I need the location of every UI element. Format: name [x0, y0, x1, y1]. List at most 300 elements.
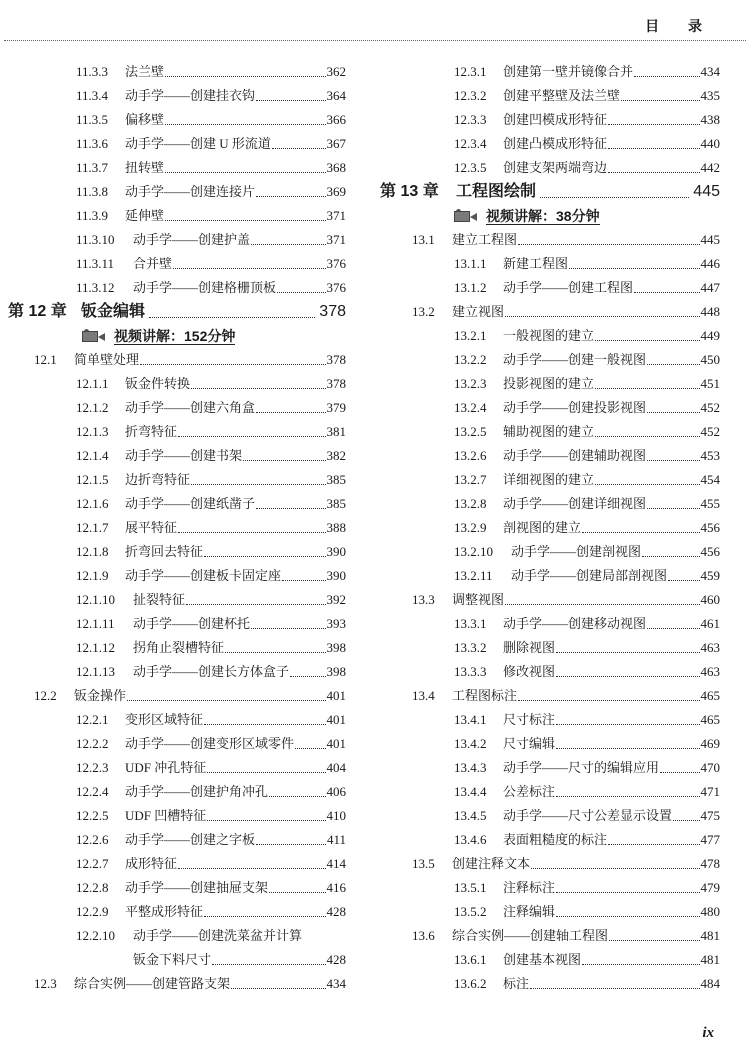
chapter-heading[interactable]: [0, 300, 346, 324]
leader-dots: [204, 713, 325, 727]
entry-number: 12.3.3: [454, 112, 487, 127]
entry-number: 12.3.1: [454, 64, 487, 79]
leader-dots: [140, 353, 325, 367]
leader-dots: [556, 905, 699, 919]
toc-entry-subsection[interactable]: [378, 828, 720, 852]
toc-entry-section[interactable]: [378, 684, 720, 708]
entry-page: 481: [700, 952, 720, 967]
toc-entry-subsection[interactable]: [0, 60, 346, 84]
toc-entry-section[interactable]: [0, 684, 346, 708]
video-lecture-link[interactable]: [0, 324, 346, 348]
entry-number: 12.1.5: [76, 472, 109, 487]
leader-dots: [243, 449, 325, 463]
entry-title: 动手学——创建投影视图: [503, 400, 647, 415]
entry-page: 393: [326, 616, 346, 631]
entry-title: 创建基本视图: [503, 952, 582, 967]
entry-page: 446: [700, 256, 720, 271]
entry-number: 12.3.5: [454, 160, 487, 175]
entry-number: 12.1.10: [76, 592, 115, 607]
entry-page: 453: [700, 448, 720, 463]
toc-entry-subsection[interactable]: [0, 564, 346, 588]
entry-number: 12.2.10: [76, 928, 115, 943]
leader-dots: [269, 881, 325, 895]
toc-entry-subsection[interactable]: [0, 420, 346, 444]
toc-entry-section[interactable]: [378, 228, 720, 252]
chapter-page: 445: [693, 183, 720, 200]
entry-page: 479: [700, 880, 720, 895]
toc-entry-subsection[interactable]: [0, 636, 346, 660]
toc-entry-subsection[interactable]: [0, 108, 346, 132]
entry-number: 13.5: [412, 856, 435, 871]
toc-entry-subsection[interactable]: [0, 516, 346, 540]
leader-dots: [505, 305, 699, 319]
entry-number: 12.1.12: [76, 640, 115, 655]
entry-title: 删除视图: [503, 640, 556, 655]
toc-entry-subsection[interactable]: [378, 804, 720, 828]
entry-number: 13.4.3: [454, 760, 487, 775]
entry-title: 变形区域特征: [125, 712, 204, 727]
leader-dots: [569, 257, 699, 271]
toc-entry-subsection[interactable]: [0, 84, 346, 108]
toc-entry-subsection[interactable]: [0, 732, 346, 756]
leader-dots: [204, 905, 325, 919]
entry-page: 445: [700, 232, 720, 247]
leader-dots: [647, 353, 699, 367]
entry-number: 11.3.4: [76, 88, 109, 103]
toc-entry-subsection[interactable]: [378, 612, 720, 636]
entry-title: 动手学——创建之字板: [125, 832, 256, 847]
toc-entry-subsection[interactable]: [0, 276, 346, 300]
entry-number: 12.2.3: [76, 760, 109, 775]
camera-lens: [470, 213, 477, 221]
leader-dots: [256, 89, 325, 103]
toc-entry-subsection[interactable]: [378, 276, 720, 300]
toc-entry-subsection[interactable]: [0, 828, 346, 852]
leader-dots: [173, 257, 325, 271]
entry-title: 调整视图: [452, 592, 505, 607]
entry-page: 398: [326, 664, 346, 679]
entry-title: 简单壁处理: [74, 352, 140, 367]
chapter-page: 378: [319, 303, 346, 320]
toc-entry-subsection[interactable]: [378, 780, 720, 804]
leader-dots: [225, 641, 325, 655]
leader-dots: [556, 665, 699, 679]
toc-entry-subsection[interactable]: [0, 876, 346, 900]
entry-number: 12.2.2: [76, 736, 109, 751]
toc-entry-subsection[interactable]: [378, 900, 720, 924]
page-number: ix: [702, 1025, 714, 1041]
entry-title: 法兰壁: [125, 64, 165, 79]
leader-dots: [634, 281, 699, 295]
toc-entry-subsection[interactable]: [0, 804, 346, 828]
entry-number: 12.1.7: [76, 520, 109, 535]
entry-title: 偏移壁: [125, 112, 165, 127]
toc-entry-subsection[interactable]: [378, 948, 720, 972]
entry-page: 378: [326, 376, 346, 391]
entry-title: 创建支架两端弯边: [503, 160, 608, 175]
leader-dots: [191, 473, 325, 487]
leader-dots: [582, 521, 699, 535]
leader-dots: [582, 953, 699, 967]
leader-dots: [295, 737, 325, 751]
toc-entry-subsection[interactable]: [378, 396, 720, 420]
leader-dots: [282, 569, 325, 583]
entry-page: 369: [326, 184, 346, 199]
leader-dots: [272, 137, 326, 151]
toc-entry-subsection[interactable]: [0, 900, 346, 924]
toc-entry-subsection[interactable]: [378, 708, 720, 732]
entry-page: 438: [700, 112, 720, 127]
entry-title: 新建工程图: [503, 256, 569, 271]
entry-page: 463: [700, 640, 720, 655]
leader-dots: [178, 857, 325, 871]
entry-page: 388: [326, 520, 346, 535]
entry-title: 动手学——创建抽屉支架: [125, 880, 269, 895]
toc-entry-subsection[interactable]: [378, 660, 720, 684]
entry-title: 动手学——创建洗菜盆并计算: [133, 928, 303, 943]
entry-number: 12.1.9: [76, 568, 109, 583]
toc-entry-subsection[interactable]: [0, 660, 346, 684]
entry-title: 剖视图的建立: [503, 520, 582, 535]
leader-dots: [540, 185, 689, 199]
entry-number: 11.3.10: [76, 232, 115, 247]
entry-page: 484: [700, 976, 720, 991]
toc-entry-section[interactable]: [378, 300, 720, 324]
entry-title: 动手学——创建工程图: [503, 280, 634, 295]
chapter-heading[interactable]: [378, 180, 720, 204]
toc-entry-continuation[interactable]: [0, 948, 346, 972]
toc-entry-subsection[interactable]: [378, 468, 720, 492]
entry-page: 470: [700, 760, 720, 775]
entry-number: 11.3.12: [76, 280, 115, 295]
video-duration-text: 视频讲解：38分钟: [486, 207, 600, 224]
entry-title: 创建凹模成形特征: [503, 112, 608, 127]
entry-number: 13.6.2: [454, 976, 487, 991]
entry-number: 12.1.6: [76, 496, 109, 511]
toc-entry-subsection[interactable]: [378, 444, 720, 468]
entry-number: 13.4.1: [454, 712, 487, 727]
entry-number: 12.3.2: [454, 88, 487, 103]
toc-entry-subsection[interactable]: [0, 444, 346, 468]
leader-dots: [165, 113, 325, 127]
leader-dots: [204, 545, 325, 559]
toc-entry-subsection[interactable]: [0, 540, 346, 564]
entry-page: 428: [326, 904, 346, 919]
toc-entry-subsection[interactable]: [378, 756, 720, 780]
toc-entry-subsection[interactable]: [378, 372, 720, 396]
entry-page: 440: [700, 136, 720, 151]
entry-title: 成形特征: [125, 856, 178, 871]
toc-entry-subsection[interactable]: [0, 780, 346, 804]
leader-dots: [191, 377, 325, 391]
entry-number: 13.4.4: [454, 784, 487, 799]
toc-entry-subsection[interactable]: [0, 468, 346, 492]
entry-page: 478: [700, 856, 720, 871]
entry-page: 454: [700, 472, 720, 487]
toc-entry-section[interactable]: [0, 972, 346, 996]
entry-number: 13.6: [412, 928, 435, 943]
entry-number: 13.6.1: [454, 952, 487, 967]
entry-number: 13.2.9: [454, 520, 487, 535]
leader-dots: [609, 929, 699, 943]
entry-title: UDF 凹槽特征: [125, 808, 207, 823]
entry-number: 11.3.8: [76, 184, 109, 199]
leader-dots: [647, 497, 699, 511]
entry-title: 动手学——尺寸公差显示设置: [503, 808, 673, 823]
entry-number: 11.3.5: [76, 112, 109, 127]
entry-page: 469: [700, 736, 720, 751]
entry-title: 综合实例——创建管路支架: [74, 976, 231, 991]
leader-dots: [556, 785, 699, 799]
entry-number: 12.2.9: [76, 904, 109, 919]
entry-page: 368: [326, 160, 346, 175]
entry-number: 12.1.1: [76, 376, 109, 391]
toc-entry-subsection[interactable]: [0, 588, 346, 612]
entry-page: 465: [700, 688, 720, 703]
toc-entry-subsection[interactable]: [378, 156, 720, 180]
entry-page: 451: [700, 376, 720, 391]
entry-number: 11.3.9: [76, 208, 109, 223]
entry-page: 390: [326, 568, 346, 583]
video-camera-icon: [82, 329, 108, 343]
entry-title: 详细视图的建立: [503, 472, 595, 487]
toc-entry-subsection[interactable]: [0, 132, 346, 156]
toc-entry-section[interactable]: [0, 348, 346, 372]
entry-number: 12.1.3: [76, 424, 109, 439]
entry-number: 12.2.5: [76, 808, 109, 823]
camera-lens: [98, 333, 105, 341]
entry-title: 注释编辑: [503, 904, 556, 919]
entry-number: 13.2.1: [454, 328, 487, 343]
toc-entry-subsection[interactable]: [0, 612, 346, 636]
leader-dots: [207, 761, 325, 775]
page-header-title: 目 录: [645, 19, 714, 35]
entry-title: 尺寸编辑: [503, 736, 556, 751]
leader-dots: [556, 737, 699, 751]
chapter-number: 第 12 章: [8, 303, 67, 320]
leader-dots: [556, 713, 699, 727]
toc-entry-subsection[interactable]: [378, 876, 720, 900]
entry-title: 扭转壁: [125, 160, 165, 175]
entry-page: 463: [700, 664, 720, 679]
leader-dots: [178, 425, 325, 439]
entry-title: 动手学——创建杯托: [133, 616, 251, 631]
entry-number: 12.2.8: [76, 880, 109, 895]
entry-page: 471: [700, 784, 720, 799]
entry-page: 442: [700, 160, 720, 175]
toc-entry-subsection[interactable]: [0, 228, 346, 252]
leader-dots: [207, 809, 325, 823]
leader-dots: [186, 593, 325, 607]
toc-entry-subsection[interactable]: [378, 420, 720, 444]
entry-title: 动手学——创建书架: [125, 448, 243, 463]
entry-page: 416: [326, 880, 346, 895]
entry-number: 12.2: [34, 688, 57, 703]
leader-dots: [127, 689, 325, 703]
entry-number: 13.2.10: [454, 544, 493, 559]
leader-dots: [608, 113, 699, 127]
entry-title: 扯裂特征: [133, 592, 186, 607]
leader-dots: [595, 425, 699, 439]
toc-entry-section[interactable]: [378, 852, 720, 876]
leader-dots: [256, 401, 325, 415]
entry-title: 动手学——创建剖视图: [511, 544, 642, 559]
leader-dots: [212, 953, 325, 967]
entry-number: 12.1.2: [76, 400, 109, 415]
camera-body: [82, 331, 98, 342]
entry-number: 13.2.5: [454, 424, 487, 439]
leader-dots: [608, 161, 699, 175]
leader-dots: [256, 497, 325, 511]
entry-title: 动手学——创建连接片: [125, 184, 256, 199]
entry-title: 平整成形特征: [125, 904, 204, 919]
video-camera-icon: [454, 209, 480, 223]
leader-dots: [505, 593, 699, 607]
leader-dots: [251, 233, 325, 247]
leader-dots: [556, 641, 699, 655]
entry-title: 创建凸模成形特征: [503, 136, 608, 151]
entry-title: 公差标注: [503, 784, 556, 799]
entry-page: 448: [700, 304, 720, 319]
toc-entry-subsection[interactable]: [0, 756, 346, 780]
leader-dots: [290, 665, 325, 679]
entry-number: 13.4: [412, 688, 435, 703]
leader-dots: [256, 833, 326, 847]
toc-entry-subsection[interactable]: [378, 636, 720, 660]
toc-entry-subsection[interactable]: [0, 492, 346, 516]
leader-dots: [668, 569, 699, 583]
toc-entry-subsection[interactable]: [0, 396, 346, 420]
leader-dots: [149, 305, 315, 319]
leader-dots: [165, 65, 325, 79]
entry-page: 385: [326, 472, 346, 487]
entry-title: 创建平整壁及法兰壁: [503, 88, 621, 103]
entry-number: 13.4.5: [454, 808, 487, 823]
entry-title: 辅助视图的建立: [503, 424, 595, 439]
entry-page: 459: [700, 568, 720, 583]
entry-number: 11.3.11: [76, 256, 115, 271]
entry-page: 392: [326, 592, 346, 607]
entry-number: 13.2.7: [454, 472, 487, 487]
entry-number: 11.3.7: [76, 160, 109, 175]
entry-page: 434: [700, 64, 720, 79]
toc-entry-subsection[interactable]: [378, 564, 720, 588]
entry-page: 456: [700, 520, 720, 535]
toc-entry-subsection[interactable]: [378, 348, 720, 372]
leader-dots: [277, 281, 325, 295]
toc-entry-subsection[interactable]: [378, 732, 720, 756]
entry-page: 411: [326, 832, 346, 847]
entry-title: 动手学——尺寸的编辑应用: [503, 760, 660, 775]
toc-entry-subsection[interactable]: [0, 204, 346, 228]
toc-entry-subsection[interactable]: [0, 180, 346, 204]
entry-page: 362: [326, 64, 346, 79]
chapter-number: 第 13 章: [380, 183, 439, 200]
leader-dots: [251, 617, 325, 631]
entry-number: 12.3: [34, 976, 57, 991]
entry-number: 13.4.2: [454, 736, 487, 751]
entry-number: 12.2.1: [76, 712, 109, 727]
leader-dots: [595, 377, 699, 391]
entry-page: 465: [700, 712, 720, 727]
entry-number: 13.2.8: [454, 496, 487, 511]
toc-entry-subsection[interactable]: [0, 708, 346, 732]
toc-entry-subsection[interactable]: [378, 972, 720, 996]
entry-title: 折弯特征: [125, 424, 178, 439]
entry-page: 401: [326, 736, 346, 751]
entry-page: 382: [326, 448, 346, 463]
entry-page: 481: [700, 928, 720, 943]
leader-dots: [530, 977, 699, 991]
toc-entry-subsection[interactable]: [0, 252, 346, 276]
entry-title: 拐角止裂槽特征: [133, 640, 225, 655]
entry-page: 460: [700, 592, 720, 607]
toc-entry-subsection[interactable]: [0, 156, 346, 180]
entry-page: 404: [326, 760, 346, 775]
toc-entry-subsection[interactable]: [378, 540, 720, 564]
toc-entry-subsection[interactable]: [378, 492, 720, 516]
toc-entry-section[interactable]: [378, 924, 720, 948]
entry-page: 452: [700, 424, 720, 439]
entry-number: 13.3: [412, 592, 435, 607]
toc-entry-subsection[interactable]: [378, 84, 720, 108]
entry-title: 边折弯特征: [125, 472, 191, 487]
toc-entry-subsection[interactable]: [378, 60, 720, 84]
toc-entry-subsection[interactable]: [0, 372, 346, 396]
entry-page: 401: [326, 712, 346, 727]
entry-title: 一般视图的建立: [503, 328, 595, 343]
toc-entry-subsection[interactable]: [0, 924, 346, 948]
leader-dots: [608, 833, 699, 847]
video-duration-text: 视频讲解：152分钟: [114, 327, 236, 344]
entry-number: 13.4.6: [454, 832, 487, 847]
leader-dots: [165, 209, 325, 223]
toc-entry-section[interactable]: [378, 588, 720, 612]
entry-title: 动手学——创建 U 形流道: [125, 136, 271, 151]
entry-number: 13.2.6: [454, 448, 487, 463]
toc-entry-subsection[interactable]: [378, 252, 720, 276]
leader-dots: [647, 617, 699, 631]
entry-page: 378: [326, 352, 346, 367]
chapter-title: 钣金编辑: [81, 303, 146, 320]
entry-title: 标注: [503, 976, 530, 991]
leader-dots: [531, 857, 699, 871]
entry-page: 455: [700, 496, 720, 511]
entry-page: 434: [326, 976, 346, 991]
entry-number: 12.1.8: [76, 544, 109, 559]
entry-title: 合并壁: [133, 256, 173, 271]
toc-entry-subsection[interactable]: [0, 852, 346, 876]
leader-dots: [595, 473, 699, 487]
toc-entry-subsection[interactable]: [378, 132, 720, 156]
leader-dots: [621, 89, 699, 103]
entry-title: 表面粗糙度的标注: [503, 832, 608, 847]
entry-page: 376: [326, 256, 346, 271]
entry-title: 动手学——创建纸凿子: [125, 496, 256, 511]
entry-number: 13.3.2: [454, 640, 487, 655]
entry-page: 480: [700, 904, 720, 919]
leader-dots: [608, 137, 699, 151]
leader-dots: [647, 449, 699, 463]
entry-number: 12.1: [34, 352, 57, 367]
camera-body: [454, 211, 470, 222]
entry-page: 371: [326, 232, 346, 247]
toc-entry-subsection[interactable]: [378, 108, 720, 132]
toc-entry-subsection[interactable]: [378, 516, 720, 540]
video-lecture-link[interactable]: [378, 204, 720, 228]
toc-entry-subsection[interactable]: [378, 324, 720, 348]
entry-number: 13.2.11: [454, 568, 493, 583]
